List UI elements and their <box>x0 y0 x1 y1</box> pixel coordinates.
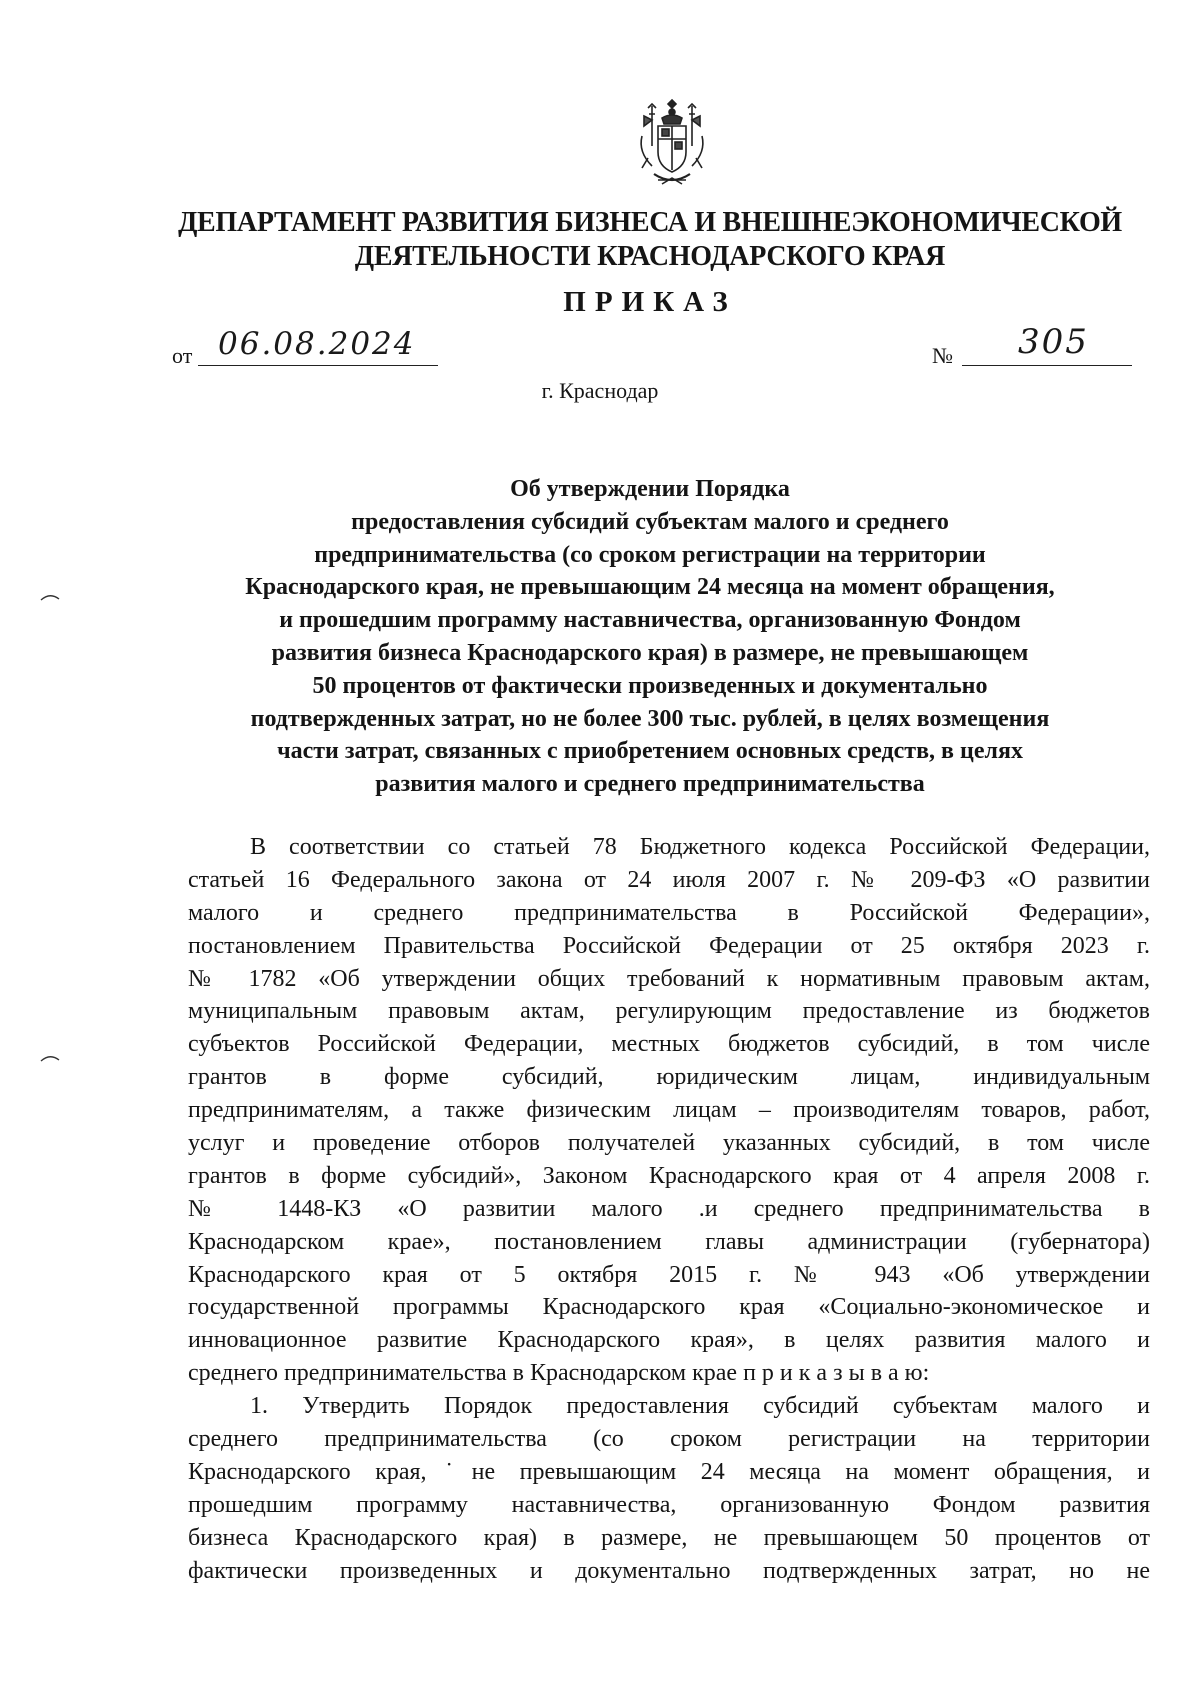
title-line: предпринимательства (со сроком регистрации на территории <box>314 541 986 568</box>
title-line: предоставления субсидий субъектам малого и среднего <box>351 508 949 535</box>
body-line: малого и среднего предпринимательства в Российской Федерации», <box>188 899 1150 926</box>
body-line: государственной программы Краснодарского края «Социально-экономическое и <box>188 1294 1150 1321</box>
department-name-line-1: ДЕПАРТАМЕНТ РАЗВИТИЯ БИЗНЕСА И ВНЕШНЕЭКОНОМИЧЕСКОЙ <box>178 207 1122 238</box>
body-line: муниципальным правовым актам, регулирующим предоставление из бюджетов <box>188 998 1150 1025</box>
title-line: развития бизнеса Краснодарского края) в размере, не превышающем <box>271 639 1029 666</box>
order-subject-title <box>150 473 1150 801</box>
scan-margin-mark <box>40 1054 60 1062</box>
title-line: Краснодарского края, не превышающим 24 месяца на момент обращения, <box>245 574 1055 601</box>
title-line: развития малого и среднего предпринимательства <box>375 771 925 798</box>
body-line: среднего предпринимательства (со сроком регистрации на территории <box>188 1426 1150 1453</box>
body-line: Краснодарского края,˙не превышающим 24 месяца на момент обращения, и <box>188 1458 1150 1485</box>
body-line: предпринимателям, а также физическим лицам – производителям товаров, работ, <box>188 1097 1150 1124</box>
body-line: услуг и проведение отборов получателей указанных субсидий, в том числе <box>188 1130 1150 1157</box>
body-line: № 1782 «Об утверждении общих требований к нормативным правовым актам, <box>188 965 1150 992</box>
title-line: подтвержденных затрат, но не более 300 тыс. рублей, в целях возмещения <box>250 705 1050 732</box>
order-body-text <box>188 831 1150 1587</box>
body-line: статьей 16 Федерального закона от 24 июля 2007 г. № 209-ФЗ «О развитии <box>188 866 1150 893</box>
body-line: инновационное развитие Краснодарского края», в целях развития малого и <box>188 1327 1150 1354</box>
department-name-line-2: ДЕЯТЕЛЬНОСТИ КРАСНОДАРСКОГО КРАЯ <box>354 241 946 272</box>
body-line: прошедшим программу наставничества, организованную Фондом развития <box>188 1491 1150 1518</box>
body-line: Краснодарском крае», постановлением главы администрации (губернатора) <box>188 1228 1150 1255</box>
body-line: 1. Утвердить Порядок предоставления субсидий субъектам малого и <box>250 1393 1150 1420</box>
title-line: 50 процентов от фактически произведенных и документально <box>312 672 988 699</box>
body-line: среднего предпринимательства в Краснодарском крае п р и к а з ы в а ю: <box>188 1360 930 1387</box>
body-line: Краснодарского края от 5 октября 2015 г. № 943 «Об утверждении <box>188 1261 1150 1288</box>
number-prefix: № <box>932 343 953 368</box>
body-line: бизнеса Краснодарского края) в размере, не превышающем 50 процентов от <box>188 1524 1150 1551</box>
city-line: г. Краснодар <box>541 378 659 403</box>
body-line: № 1448-КЗ «О развитии малого .и среднего предпринимательства в <box>188 1195 1150 1222</box>
body-line: грантов в форме субсидий, юридическим лицам, индивидуальным <box>188 1064 1150 1091</box>
handwritten-date: 06.08.2024 <box>198 326 438 366</box>
date-prefix: от <box>172 343 193 368</box>
title-line: и прошедшим программу наставничества, организованную Фондом <box>279 607 1021 634</box>
document-type-heading: ПРИКАЗ <box>563 286 737 318</box>
scan-margin-mark <box>40 593 60 601</box>
title-line: части затрат, связанных с приобретением основных средств, в целях <box>277 738 1023 765</box>
body-line: В соответствии со статьей 78 Бюджетного кодекса Российской Федерации, <box>250 834 1150 860</box>
body-line: фактически произведенных и документально подтвержденных затрат, но не <box>188 1557 1150 1584</box>
body-line: субъектов Российской Федерации, местных бюджетов субсидий, в том числе <box>188 1031 1150 1058</box>
title-line: Об утверждении Порядка <box>510 476 790 502</box>
body-line: грантов в форме субсидий», Законом Краснодарского края от 4 апреля 2008 г. <box>188 1162 1150 1189</box>
body-line: постановлением Правительства Российской Федерации от 25 октября 2023 г. <box>188 932 1150 959</box>
handwritten-order-number: 305 <box>962 322 1132 366</box>
coat-of-arms-emblem <box>632 96 712 190</box>
